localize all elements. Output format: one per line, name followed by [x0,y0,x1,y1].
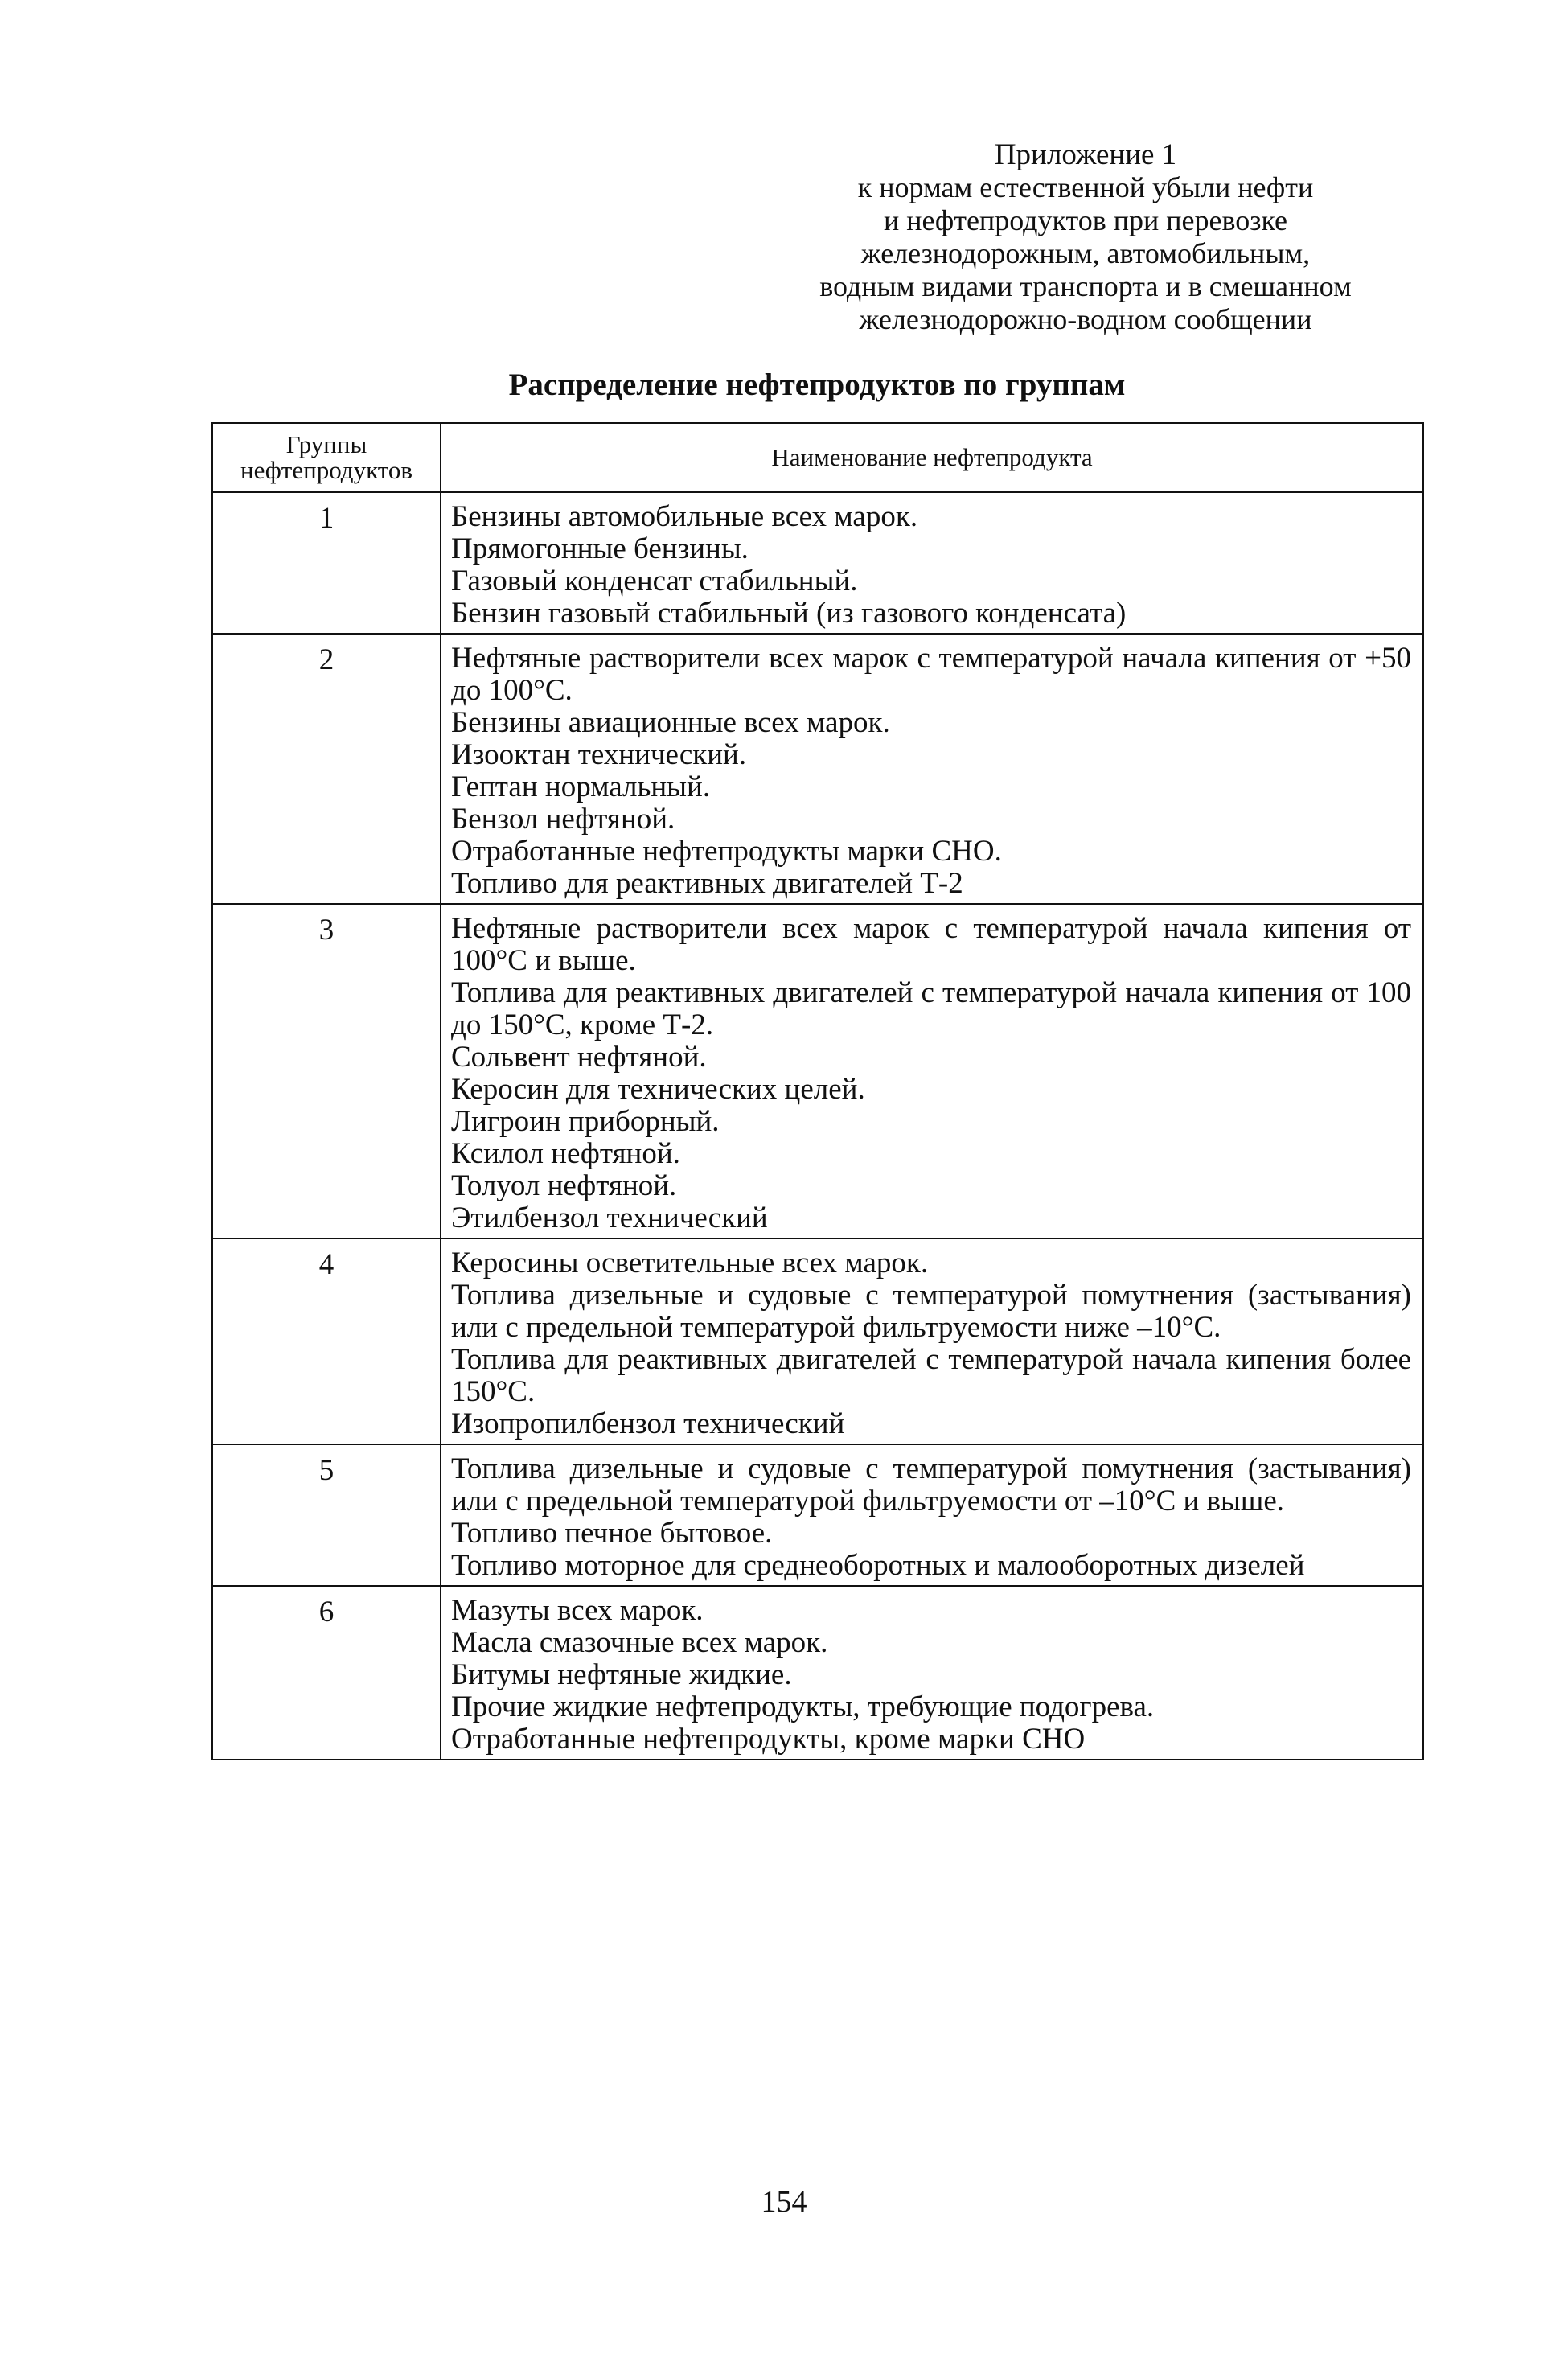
product-item: Нефтяные растворители всех марок с температурой начала кипения от 100°С и выше. [451,912,1411,977]
appendix-title: Приложение 1 [994,138,1177,171]
product-item: Толуол нефтяной. [451,1169,677,1202]
product-groups-table [211,422,1424,1760]
header-groups-line1: Группы [285,430,367,458]
appendix-line: и нефтепродуктов при перевозке [883,204,1288,236]
product-item: Бензин газовый стабильный (из газового конденсата) [451,597,1127,630]
product-list [441,1444,1423,1586]
group-number: 2 [212,634,441,904]
appendix-line: железнодорожно-водном сообщении [859,303,1312,335]
group-number: 3 [212,904,441,1238]
product-item: Газовый конденсат стабильный. [451,565,858,598]
product-item: Прямогонные бензины. [451,532,749,565]
header-groups-line2: нефтепродуктов [240,456,413,484]
table-row [212,1586,1423,1760]
product-list [441,1586,1423,1760]
product-item: Гептан нормальный. [451,770,711,803]
page-number: 154 [761,2185,807,2219]
table-row [212,634,1423,904]
product-item: Топлива для реактивных двигателей с температурой начала кипения более 150°С. [451,1343,1411,1408]
product-list [441,1238,1423,1444]
appendix-line: к нормам естественной убыли нефти [857,171,1314,203]
product-item: Ксилол нефтяной. [451,1137,680,1170]
product-item: Топлива дизельные и судовые с температурой помутнения (застывания) или с предельной температурой фильтруемости от –10°С и выше. [451,1452,1411,1518]
product-item: Бензол нефтяной. [451,803,675,836]
header-groups [212,423,441,492]
product-item: Изопропилбензол технический [451,1407,845,1440]
product-item: Топлива дизельные и судовые с температурой помутнения (застывания) или с предельной температурой фильтруемости ниже –10°С. [451,1279,1411,1344]
group-number: 6 [212,1586,441,1760]
product-item: Масла смазочные всех марок. [451,1626,828,1659]
product-item: Топливо печное бытовое. [451,1517,773,1550]
table-row [212,904,1423,1238]
product-item: Отработанные нефтепродукты, кроме марки СНО [451,1723,1086,1756]
product-item: Сольвент нефтяной. [451,1041,707,1074]
product-item: Лигроин приборный. [451,1105,720,1138]
product-item: Изооктан технический. [451,738,747,771]
table-title: Распределение нефтепродуктов по группам [508,368,1126,402]
product-list [441,634,1423,904]
product-item: Отработанные нефтепродукты марки СНО. [451,835,1002,868]
product-item: Этилбензол технический [451,1201,768,1234]
product-item: Нефтяные растворители всех марок с температурой начала кипения от +50 до 100°С. [451,642,1411,707]
product-item: Топлива для реактивных двигателей с температурой начала кипения от 100 до 150°С, кроме Т-2. [451,976,1411,1041]
group-number: 5 [212,1444,441,1586]
product-item: Бензины автомобильные всех марок. [451,500,918,533]
product-list [441,904,1423,1238]
product-list [441,492,1423,634]
product-item: Прочие жидкие нефтепродукты, требующие подогрева. [451,1690,1155,1723]
product-item: Топливо моторное для среднеоборотных и малооборотных дизелей [451,1549,1305,1582]
product-item: Мазуты всех марок. [451,1594,704,1627]
product-item: Топливо для реактивных двигателей Т-2 [451,867,963,900]
product-item: Керосин для технических целей. [451,1073,865,1106]
group-number: 4 [212,1238,441,1444]
group-number: 1 [212,492,441,634]
table-body [212,492,1423,1760]
table-row [212,1444,1423,1586]
appendix-header [724,138,1447,336]
header-product-name: Наименование нефтепродукта [441,423,1423,492]
appendix-line: водным видами транспорта и в смешанном [819,270,1352,302]
product-item: Керосины осветительные всех марок. [451,1247,929,1279]
table-row [212,492,1423,634]
table-row [212,1238,1423,1444]
table-header-row [212,423,1423,492]
appendix-line: железнодорожным, автомобильным, [860,237,1311,269]
product-item: Бензины авиационные всех марок. [451,706,890,739]
product-item: Битумы нефтяные жидкие. [451,1658,792,1691]
